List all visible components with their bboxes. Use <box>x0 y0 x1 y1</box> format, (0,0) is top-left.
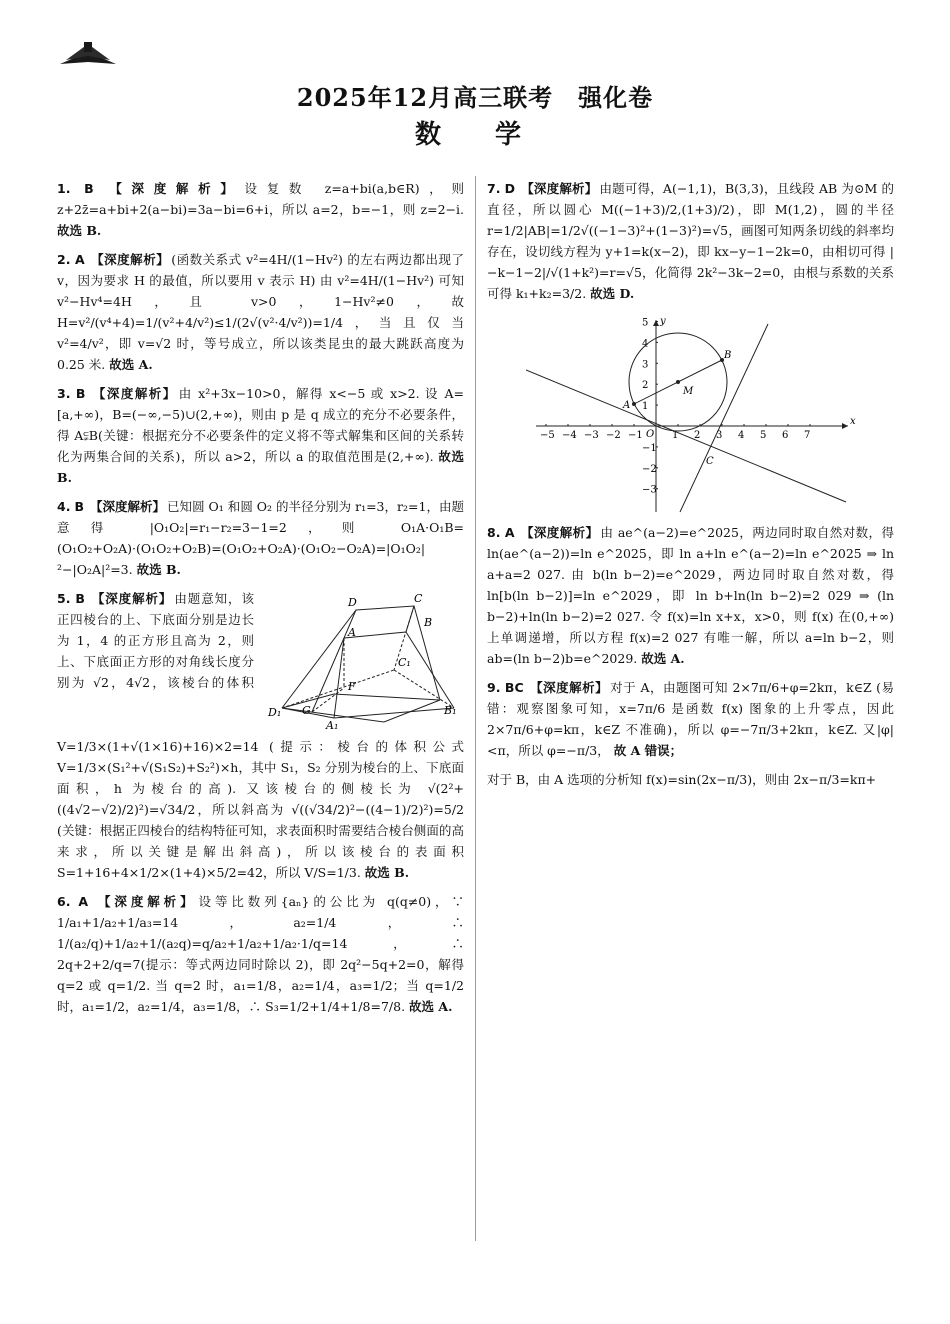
y-tick-label: 2 <box>641 380 648 392</box>
y-tick-label: −1 <box>641 442 657 454</box>
solution-5: D C B A C₁ D₁ F G A₁ B₁ 5. B 【深度解析】 由题意知，该正四棱台的上、下底面分别是边长为 1，4 的正方形且高为 2，则上、下底面正方形的对角线长度分别为 √2，4√2，该棱台的体积 V=1/3×(1+√(1×16)+16)×2=14 (提示：棱台的体积公式 V=1/3×(S₁²+√(S₁S₂)+S₂²)×h，其中 S₁，S₂ 分别为棱台的上、下底面面积，h 为棱台的高). 又该棱台的侧棱长为 √(2²+((4√2−√2)/2)²)=√34/2，所以斜高为 √((√34/2)²−((4−1)/2)²)=5/2 (关键：根据正四棱台的结构特征可知，求表面积时需要结合棱台侧面的高来求，所以关键是解出斜高)，所以该棱台的表面积 S=1+16+4×1/2×(1+4)×5/2=42，所以 V/S=1/3. 故选 B. <box>57 591 464 880</box>
x-tick-label: 1 <box>671 430 678 441</box>
book-logo-icon <box>56 40 120 68</box>
solution-7: 7. D 【深度解析】 由题可得，A(−1,1)，B(3,3)，且线段 AB 为⊙M 的直径，所以圆心 M((−1+3)/2,(1+3)/2)，即 M(1,2)，圆的半径 r=1/2|AB|=1/2√((−1−3)²+(1−3)²)=√5，画图可知两条切线的斜率均存在，设切线方程为 y+1=k(x−2)，即 kx−y−1−2k=0，由相切可得 |−k−1−2|/√(1+k²)=r=√5，化简得 2k²−3k−2=0，由根与系数的关系可得 k₁+k₂=3/2. 故选 D. <box>487 181 894 301</box>
label-point-A: A <box>622 400 630 411</box>
x-tick-label: −4 <box>561 430 577 441</box>
x-tick-label: 5 <box>759 430 766 441</box>
label-C1: C₁ <box>398 656 411 669</box>
y-tick-label: −2 <box>641 463 657 475</box>
y-tick-label: 5 <box>641 317 648 329</box>
right-column <box>487 178 894 798</box>
x-tick-label: 3 <box>715 430 722 441</box>
label-B: B <box>424 616 433 629</box>
x-tick-label: 2 <box>693 430 700 441</box>
solution-4: 4. B 【深度解析】 已知圆 O₁ 和圆 O₂ 的半径分别为 r₁=3，r₂=1，由题意得 |O₁O₂|=r₁−r₂=3−1=2，则 O₁A·O₁B=(O₁O₂+O₂A)·(O₁O₂+O₂B)=(O₁O₂+O₂A)·(O₁O₂−O₂A)=|O₁O₂|²−|O₂A|²=3. 故选 B. <box>57 499 464 577</box>
label-F: F <box>348 680 356 693</box>
label-point-C: C <box>705 456 714 467</box>
circle-tangent-graph <box>526 314 856 514</box>
solution-2: 2. A 【深度解析】 (函数关系式 v²=4H/(1−Hv²) 的左右两边都出现了 v，因为要求 H 的最值，所以要用 v 表示 H) 由 v²=4H/(1−Hv²) 可知 v²−Hv⁴=4H，且 v>0，1−Hv²≠0，故 H=v²/(v⁴+4)=1/(v²+4/v²)≤1/(2√(v²·4/v²))=1/4，当且仅当 v²=4/v²，即 v=√2 时，等号成立，所以该类昆虫的最大跳跃高度为 0.25 米. 故选 A. <box>57 252 464 372</box>
point-A <box>632 402 636 406</box>
origin-label: O <box>645 429 654 440</box>
label-D: D <box>348 596 357 609</box>
y-tick-label: 4 <box>641 338 648 350</box>
label-G: G <box>302 704 311 717</box>
y-axis-label: y <box>659 316 666 327</box>
x-tick-label: 6 <box>781 430 788 441</box>
label-A1: A₁ <box>326 719 339 730</box>
label-D1: D₁ <box>268 706 282 719</box>
solution-6: 6. A 【深度解析】 设等比数列{aₙ}的公比为 q(q≠0)，∵ 1/a₁+1/a₂+1/a₃=14，a₂=1/4，∴ 1/(a₂/q)+1/a₂+1/(a₂q)=q/a₂+1/a₂+1/a₂·1/q=14，∴ 2q+2+2/q=7(提示：等式两边同时除以 2)，即 2q²−5q+2=0，解得 q=2 或 q=1/2. 当 q=2 时，a₁=1/8，a₂=1/4，a₃=1/2；当 q=1/2 时，a₁=1/2，a₂=1/4，a₃=1/8，∴ S₃=1/2+1/4+1/8=7/8. 故选 A. <box>57 894 464 1014</box>
x-tick-label: −1 <box>627 430 643 441</box>
label-B1: B₁ <box>444 704 457 717</box>
left-column <box>57 178 464 1025</box>
frustum-figure <box>264 590 464 730</box>
label-C: C <box>414 592 423 605</box>
y-tick-label: 1 <box>641 401 648 413</box>
solution-9: 9. BC 【深度解析】 对于 A，由题图可知 2×7π/6+φ=2kπ，k∈Z (易错：观察图象可知，x=7π/6 是函数 f(x) 图象的上升零点，因此 2×7π/6+φ=kπ，k∈Z 不准确)，所以 φ=−7π/3+2kπ，k∈Z. 又|φ|<π，所以 φ=−π/3， 故 A 错误； <box>487 680 894 758</box>
subject-title: 数 学 <box>414 120 535 150</box>
label-A: A <box>348 626 356 639</box>
x-tick-label: −3 <box>583 430 599 441</box>
column-divider <box>475 176 476 1241</box>
x-axis-label: x <box>849 416 856 427</box>
x-tick-labels <box>540 424 810 441</box>
x-tick-label: −2 <box>605 430 621 441</box>
x-tick-label: −5 <box>539 430 555 441</box>
solution-3: 3. B 【深度解析】 由 x²+3x−10>0，解得 x<−5 或 x>2. 设 A=[a,+∞)，B=(−∞,−5)∪(2,+∞)，则由 p 是 q 成立的充分不必要条件，得 A⫋B(关键：根据充分不必要条件的定义将不等式解集和区间的关系转化为两集合间的关系)，所以 a>2，所以 a 的取值范围是(2,+∞). 故选 B. <box>57 386 464 485</box>
x-tick-label: 7 <box>803 430 810 441</box>
label-point-B: B <box>723 350 731 361</box>
solution-1: 1. B 【深度解析】 设复数 z=a+bi(a,b∈R)，则 z+2z̄=a+bi+2(a−bi)=3a−bi=6+i，所以 a=2，b=−1，则 z=2−i. 故选 B. <box>57 181 464 238</box>
exam-title: 2025年12月高三联考 强化卷 <box>296 83 654 112</box>
solution-8: 8. A 【深度解析】 由 ae^(a−2)=e^2025，两边同时取自然对数，得 ln(ae^(a−2))=ln e^2025，即 ln a+ln e^(a−2)=ln e^2025 ⇒ ln a+a=2 027. 由 b(ln b−2)=e^2029，两边同时取自然对数，得 ln[b(ln b−2)]=ln e^2029，即 ln b+ln(ln b−2)=2 029 ⇒ (ln b−2)+ln(ln b−2)=2 027. 令 f(x)=ln x+x，x>0，则 f(x) 在(0,+∞)上单调递增，所以方程 f(x)=2 027 有唯一解，所以 a=ln b−2，则 ab=(ln b−2)b=e^2029. 故选 A. <box>487 525 894 666</box>
solution-9-continued: 对于 B，由 A 选项的分析知 f(x)=sin(2x−π/3)，则由 2x−π/3=kπ+ <box>487 772 877 787</box>
y-tick-label: 3 <box>641 359 648 371</box>
x-tick-label: 4 <box>737 430 744 441</box>
label-point-M: M <box>682 386 693 397</box>
y-tick-label: −3 <box>641 484 657 496</box>
point-M <box>676 380 680 384</box>
